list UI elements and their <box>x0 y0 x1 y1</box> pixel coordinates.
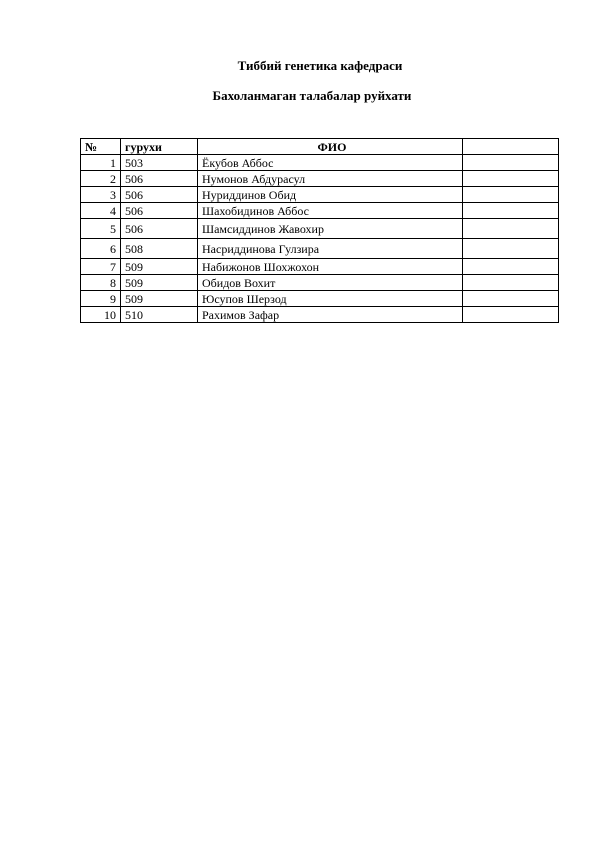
row-extra <box>463 155 559 171</box>
table-row <box>81 203 559 219</box>
row-extra <box>463 291 559 307</box>
row-name: Набижонов Шохжохон <box>198 259 463 275</box>
students-table <box>80 138 559 323</box>
table-row <box>81 239 559 259</box>
row-name: Шахобидинов Аббос <box>198 203 463 219</box>
row-extra <box>463 239 559 259</box>
row-number: 3 <box>81 187 121 203</box>
document-title: Бахоланмаган талабалар руйхати <box>212 88 412 103</box>
table-row <box>81 219 559 239</box>
table-row <box>81 187 559 203</box>
column-header-extra <box>463 139 559 155</box>
table-row <box>81 155 559 171</box>
row-group: 506 <box>121 219 198 239</box>
row-number: 10 <box>81 307 121 323</box>
row-extra <box>463 219 559 239</box>
table-row <box>81 171 559 187</box>
row-number: 9 <box>81 291 121 307</box>
row-group: 503 <box>121 155 198 171</box>
column-header-name: ФИО <box>198 139 463 155</box>
row-name: Шамсиддинов Жавохир <box>198 219 463 239</box>
row-number: 1 <box>81 155 121 171</box>
row-extra <box>463 171 559 187</box>
row-extra <box>463 307 559 323</box>
row-extra <box>463 275 559 291</box>
row-number: 7 <box>81 259 121 275</box>
row-name: Нуриддинов Обид <box>198 187 463 203</box>
row-name: Насриддинова Гулзира <box>198 239 463 259</box>
row-name: Юсупов Шерзод <box>198 291 463 307</box>
row-name: Рахимов Зафар <box>198 307 463 323</box>
row-number: 6 <box>81 239 121 259</box>
row-extra <box>463 203 559 219</box>
table-header-row <box>81 139 559 155</box>
table-row <box>81 275 559 291</box>
row-group: 506 <box>121 203 198 219</box>
row-group: 509 <box>121 291 198 307</box>
column-header-number: № <box>81 139 121 155</box>
row-number: 5 <box>81 219 121 239</box>
row-number: 8 <box>81 275 121 291</box>
row-group: 509 <box>121 259 198 275</box>
row-group: 506 <box>121 171 198 187</box>
row-group: 508 <box>121 239 198 259</box>
row-group: 509 <box>121 275 198 291</box>
row-number: 2 <box>81 171 121 187</box>
row-group: 506 <box>121 187 198 203</box>
column-header-group: гурухи <box>121 139 198 155</box>
row-extra <box>463 187 559 203</box>
row-name: Ёкубов Аббос <box>198 155 463 171</box>
department-heading: Тиббий генетика кафедраси <box>237 58 403 73</box>
table-row <box>81 259 559 275</box>
row-name: Нумонов Абдурасул <box>198 171 463 187</box>
row-name: Обидов Вохит <box>198 275 463 291</box>
row-number: 4 <box>81 203 121 219</box>
table-row <box>81 291 559 307</box>
row-group: 510 <box>121 307 198 323</box>
row-extra <box>463 259 559 275</box>
table-row <box>81 307 559 323</box>
